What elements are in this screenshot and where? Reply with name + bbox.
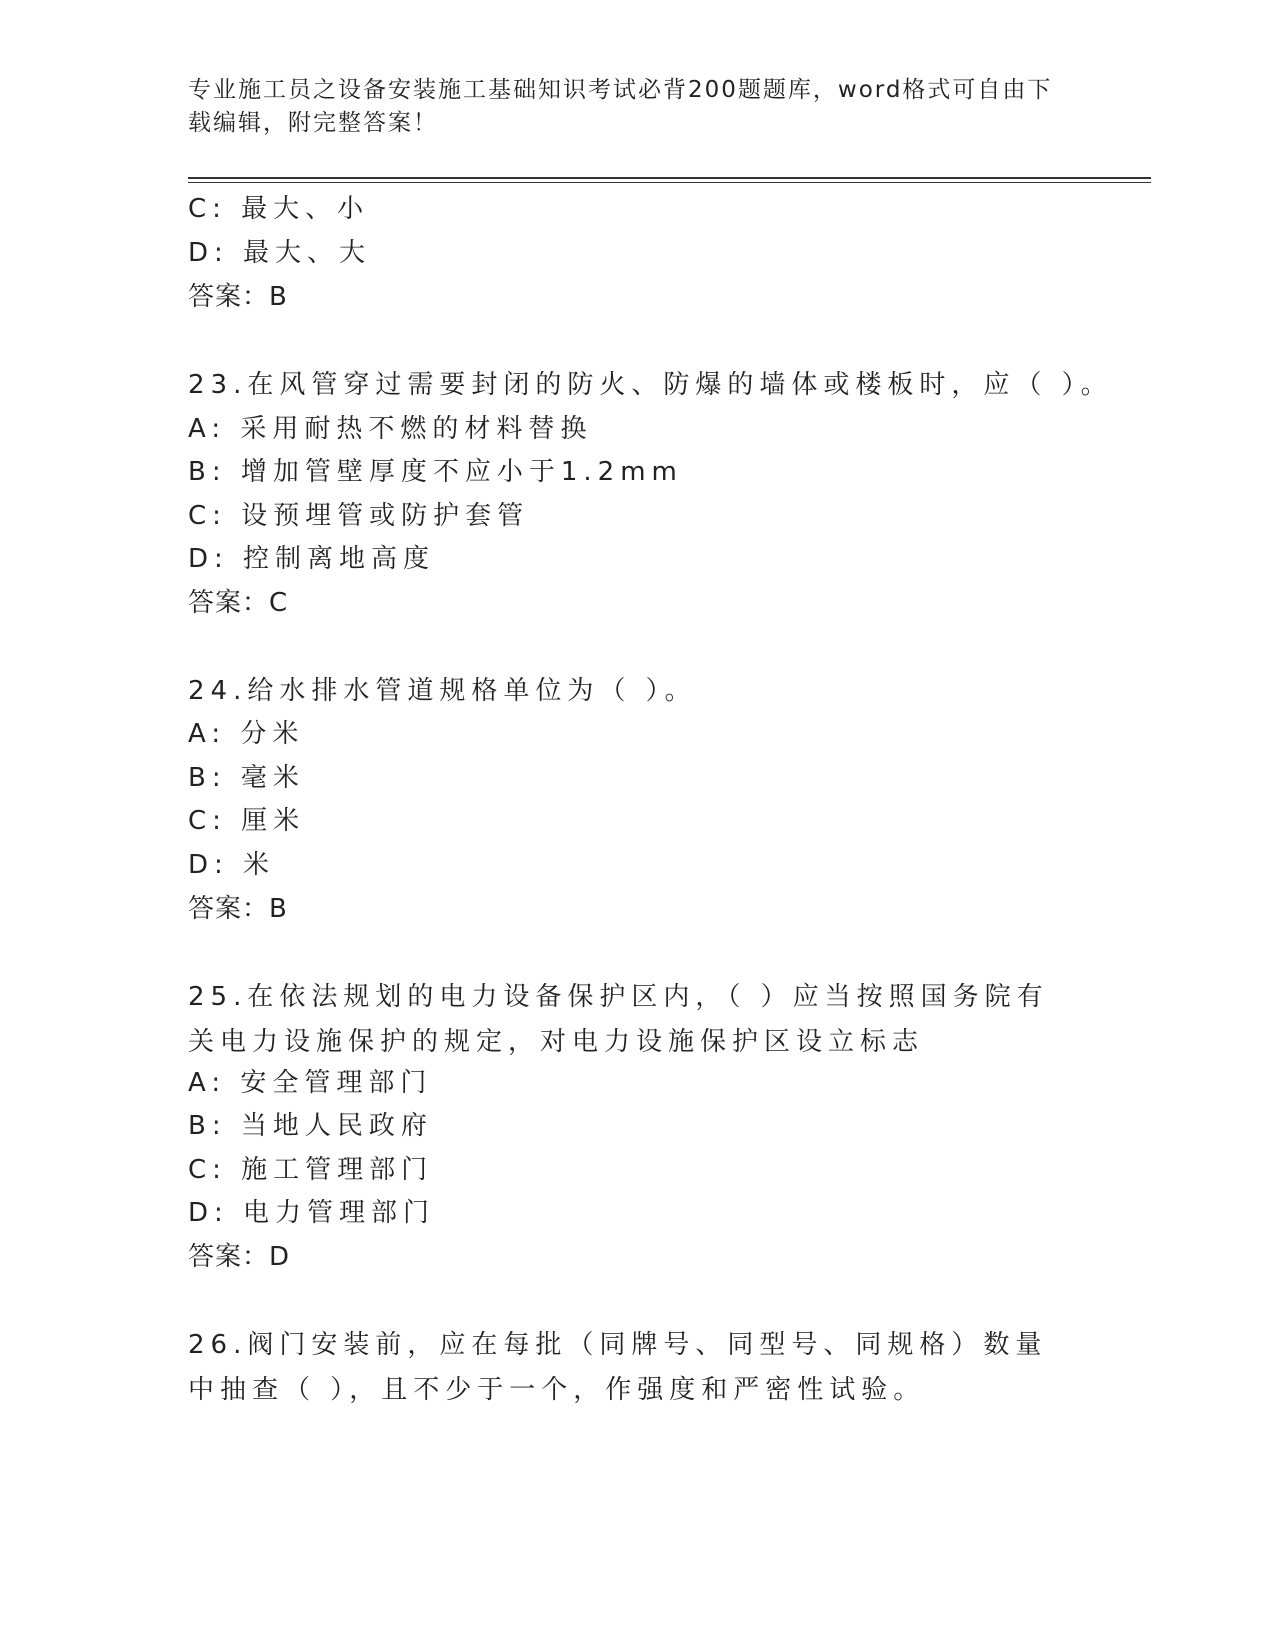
q24-option-b: B: 毫米 — [188, 763, 305, 793]
q22-answer: 答案：B — [188, 282, 288, 312]
q23-option-c: C: 设预埋管或防护套管 — [188, 501, 530, 531]
q25-option-a: A: 安全管理部门 — [188, 1068, 433, 1098]
q25-option-d: D: 电力管理部门 — [188, 1198, 436, 1228]
q24-answer: 答案：B — [188, 894, 288, 924]
document-header: 专业施工员之设备安装施工基础知识考试必背200题题库，word格式可自由下载编辑，附完整答案！ — [188, 77, 1053, 136]
q23-option-d: D: 控制离地高度 — [188, 544, 436, 574]
q24-option-c: C: 厘米 — [188, 806, 306, 836]
q24-stem: 24.给水排水管道规格单位为（ ）。 — [188, 676, 697, 706]
header-rule-thin — [188, 182, 1151, 183]
q22-option-d: D: 最大、大 — [188, 238, 372, 268]
q23-answer: 答案：C — [188, 588, 289, 618]
q23-stem: 23.在风管穿过需要封闭的防火、防爆的墙体或楼板时，应（ ）。 — [188, 370, 1113, 400]
header-rule-thick — [188, 177, 1151, 179]
q22-option-c: C: 最大、小 — [188, 194, 370, 224]
q23-option-a: A: 采用耐热不燃的材料替换 — [188, 414, 593, 444]
q25-stem: 25.在依法规划的电力设备保护区内，（ ）应当按照国务院有关电力设施保护的规定，对电力设施保护区设立标志 — [188, 982, 1049, 1057]
q23-option-b: B: 增加管壁厚度不应小于1.2mm — [188, 457, 683, 487]
q25-option-b: B: 当地人民政府 — [188, 1111, 433, 1141]
q25-answer: 答案：D — [188, 1242, 291, 1272]
q24-option-d: D: 米 — [188, 850, 276, 880]
q24-option-a: A: 分米 — [188, 719, 305, 749]
q25-option-c: C: 施工管理部门 — [188, 1155, 434, 1185]
q26-stem: 26.阀门安装前，应在每批（同牌号、同型号、同规格）数量中抽查（ ），且不少于一个，作强度和严密性试验。 — [188, 1330, 1048, 1405]
